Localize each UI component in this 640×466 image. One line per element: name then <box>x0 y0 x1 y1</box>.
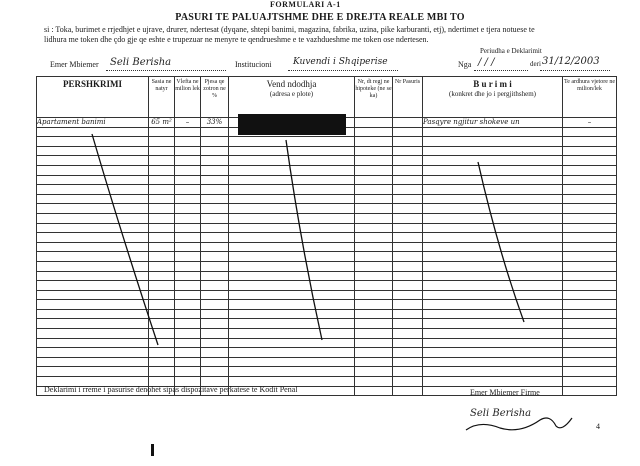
form-note-line-1: si : Toka, burimet e rrjedhjet e ujrave, drurет, ndertesat (dyqane, shtepi banimi, magazina, fabrika, uzina, pike karburanti, etj), ndertimet e tjera notuese te <box>44 25 535 34</box>
period-from-label: Nga <box>458 60 472 69</box>
period-to-value: 31/12/2003 <box>542 56 600 67</box>
header-source-sub: (konkret dhe jo i pergjithshem) <box>449 90 536 98</box>
cell-description: Apartament banimi <box>37 118 149 128</box>
header-quantity: Sasia ne natyr <box>149 77 175 118</box>
cancel-stroke-description <box>92 134 158 345</box>
page-number: 4 <box>596 422 600 431</box>
signature-scribble <box>466 418 572 430</box>
header-property-no: Nr Pasuris <box>393 77 423 118</box>
cell-quantity: 65 m² <box>149 118 175 128</box>
period-to-label: deri <box>530 60 541 68</box>
header-registry: Nr, dt regj ne hipoteke (ne se ka) <box>355 77 393 118</box>
institution-label: Institucioni <box>235 60 272 69</box>
header-location-title: Vend ndodhja <box>266 79 317 89</box>
period-from-value: / / / <box>478 57 495 68</box>
form-title: PASURI TE PALUAJTSHME DHE E DREJTA REALE MBI TO <box>175 12 465 23</box>
declaration-period-label: Periudha e Deklarimit <box>480 47 542 55</box>
form-note-line-2: lidhura me token dhe çdo gje qe eshte e trupezuar ne menyre te qendrueshme e te vazhdueshme me token ose ndertesen. <box>44 35 429 44</box>
margin-mark <box>151 444 154 456</box>
header-liabilities: Te ardhura vjetore ne milion/lek <box>563 77 617 118</box>
institution-value: Kuvendi i Shqiperise <box>293 57 388 67</box>
cell-share: 33% <box>201 118 229 128</box>
header-value: Vlefta ne milion lek <box>175 77 201 118</box>
false-declaration-warning: Deklarimi i rreme i pasurise denohet sipas dispozitave perkatese te Kodit Penal <box>44 385 298 394</box>
signature-name: Seli Berisha <box>470 408 532 419</box>
cell-liabilities: – <box>563 118 617 128</box>
cell-source: Pasqyre ngjitur shokeve un <box>423 118 563 128</box>
name-label: Emer Mbiemer <box>50 60 99 69</box>
header-source-title: B u r i m i <box>473 79 512 89</box>
cancel-stroke-source <box>478 162 524 322</box>
header-description: PERSHKRIMI <box>37 77 149 118</box>
cancel-stroke-location <box>286 140 322 340</box>
name-value: Seli Berisha <box>110 57 172 68</box>
header-location-sub: (adresa e plote) <box>269 90 314 98</box>
signature-label: Emer Mbiemer Firme <box>470 388 540 397</box>
cell-value: – <box>175 118 201 128</box>
header-share: Pjesa qe zotron ne % <box>201 77 229 118</box>
form-code: FORMULARI A-1 <box>270 0 341 9</box>
